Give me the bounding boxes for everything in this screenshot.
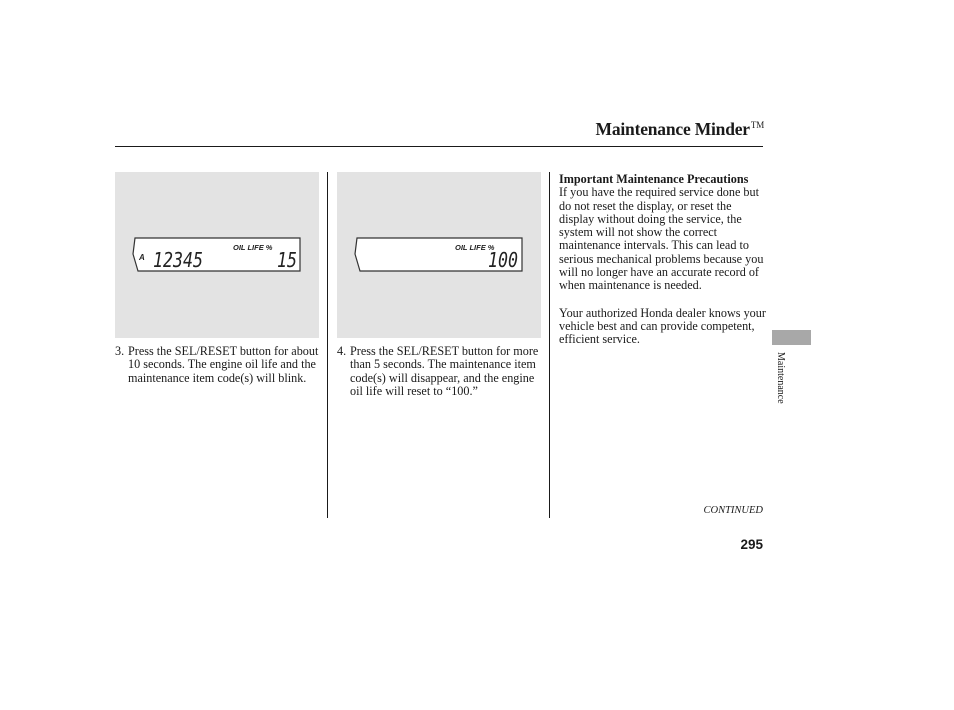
column-divider-2 — [549, 172, 550, 518]
trademark-mark: TM — [750, 120, 764, 130]
maintenance-item-code: A — [139, 253, 145, 262]
oil-life-value: 100 — [488, 248, 518, 272]
precautions-heading: Important Maintenance Precautions — [559, 172, 749, 186]
odometer-readout: 12345 — [153, 248, 203, 272]
step-text: Press the SEL/RESET button for more than 5 seconds. The maintenance item code(s) will disappear, and the engine oil life will reset to “100.” — [350, 344, 539, 398]
step-text: Press the SEL/RESET button for about 10 seconds. The engine oil life and the maintenance item code(s) will blink. — [128, 344, 319, 385]
section-label-text: Maintenance — [775, 352, 786, 404]
step-3 — [115, 345, 320, 385]
step-number: 4. — [337, 344, 347, 358]
page-title — [596, 119, 764, 140]
oil-life-label: OIL LIFE % — [455, 243, 495, 252]
precautions-section — [559, 172, 767, 347]
oil-life-label: OIL LIFE % — [233, 243, 273, 252]
display-illustration-2 — [337, 172, 541, 338]
continued-label: CONTINUED — [703, 505, 763, 516]
lcd-display-1 — [115, 172, 319, 338]
header-rule — [115, 146, 763, 147]
step-number: 3. — [115, 344, 125, 358]
section-side-label — [775, 352, 787, 414]
section-tab — [772, 330, 811, 345]
step-4 — [337, 345, 542, 398]
lcd-display-2 — [337, 172, 541, 338]
precautions-paragraph-2: Your authorized Honda dealer knows your vehicle best and can provide competent, efficient service. — [559, 305, 766, 347]
precautions-paragraph-1: If you have the required service done but do not reset the display, or reset the display without doing the service, the system will not show the correct maintenance intervals. This can lead to serious mechanical problems because you will no longer have an accurate record of when maintenance is needed. — [559, 185, 764, 293]
page-number: 295 — [740, 537, 763, 552]
display-illustration-1 — [115, 172, 319, 338]
page-title-text: Maintenance Minder — [595, 119, 750, 139]
oil-life-value: 15 — [277, 248, 297, 272]
column-divider-1 — [327, 172, 328, 518]
